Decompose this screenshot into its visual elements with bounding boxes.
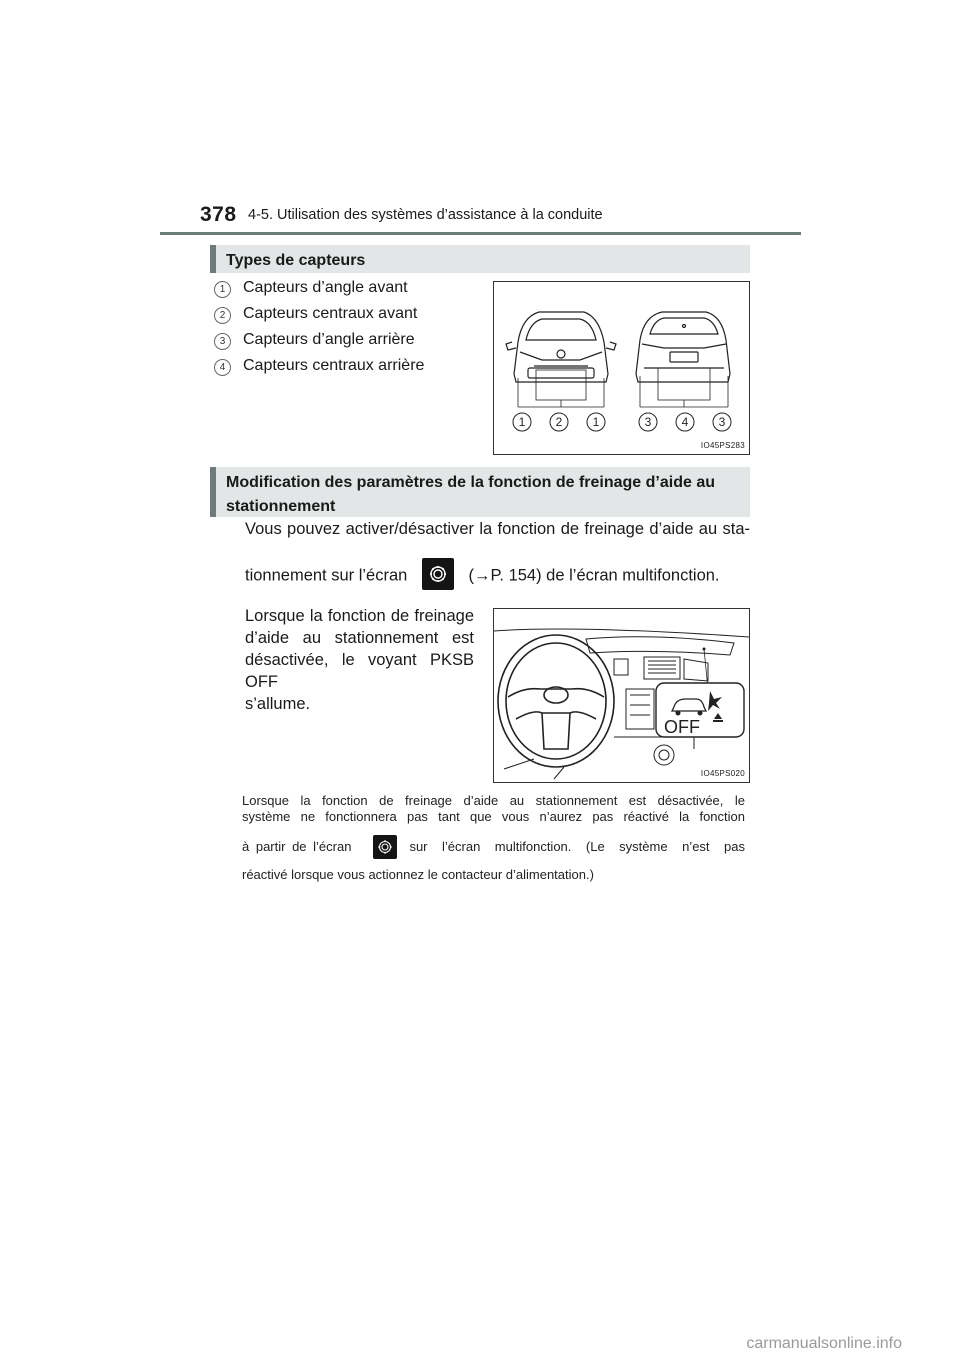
callout-label: 3: [718, 415, 726, 429]
list-item: [214, 305, 484, 331]
page-number: 378: [200, 203, 237, 226]
callout-label: 1: [518, 415, 526, 429]
list-item: [214, 279, 484, 305]
watermark: carmanualsonline.info: [746, 1335, 902, 1352]
indicator-text: OFF: [664, 717, 700, 737]
sensor-label: Capteurs d’angle avant: [243, 279, 408, 296]
figure-code: IO45PS020: [700, 769, 745, 778]
paragraph-text: tionnement sur l’écran: [245, 566, 408, 585]
figure-code: IO45PS283: [700, 441, 745, 450]
pksb-paragraph: [245, 605, 474, 715]
paragraph-line: d’aide au stationnement est: [245, 629, 474, 647]
section-heading-text: Types de capteurs: [226, 252, 366, 269]
paragraph-line: s’allume.: [245, 695, 311, 713]
section-heading-text: stationnement: [226, 498, 336, 515]
car-front-rear-illustration: [494, 282, 749, 454]
paragraph-text: (→P. 154) de l’écran multifonction.: [468, 566, 720, 585]
number-badge: 4: [214, 359, 231, 376]
car-front-view: [506, 312, 616, 382]
note-line: Lorsque la fonction de freinage d’aide au stationnement est désactivée, le: [242, 793, 745, 808]
note-text: sur l’écran multifonction. (Le système n’est pas: [409, 839, 745, 854]
callout-label: 3: [644, 415, 652, 429]
list-item: [214, 331, 484, 357]
paragraph-line-with-icon: [245, 560, 755, 592]
sensor-label: Capteurs d’angle arrière: [243, 331, 415, 348]
section-heading-settings: [210, 467, 750, 517]
pksb-off-indicator: [656, 683, 744, 737]
paragraph-line: désactivée, le voyant PKSB OFF: [245, 651, 474, 691]
section-heading-sensor-types: [210, 245, 750, 273]
number-badge: 1: [214, 281, 231, 298]
dashboard-illustration: [494, 609, 749, 782]
note-line-with-icon: [242, 835, 745, 859]
note-line: système ne fonctionnera pas tant que vous n’aurez pas réactivé la fonction: [242, 809, 745, 824]
list-item: [214, 357, 484, 383]
sensor-list: [214, 279, 484, 383]
gear-icon: [373, 835, 397, 859]
paragraph-line: Vous pouvez activer/désactiver la fonction de freinage d’aide au sta-: [245, 520, 750, 538]
callout-label: 1: [592, 415, 600, 429]
gear-icon: [422, 558, 454, 590]
note-line: réactivé lorsque vous actionnez le contacteur d’alimentation.): [242, 867, 594, 882]
number-badge: 2: [214, 307, 231, 324]
number-badge: 3: [214, 333, 231, 350]
callout-label: 2: [555, 415, 563, 429]
note-text: à partir de l’écran: [242, 839, 352, 854]
section-heading-text: Modification des paramètres de la fonction de freinage d’aide au: [226, 474, 715, 491]
callout-label: 4: [681, 415, 689, 429]
paragraph-line: Lorsque la fonction de freinage: [245, 607, 474, 625]
car-rear-view: [636, 312, 730, 382]
steering-wheel: [498, 635, 614, 767]
sensor-label: Capteurs centraux avant: [243, 305, 418, 322]
running-header: 4-5. Utilisation des systèmes d’assistance à la conduite: [248, 207, 603, 223]
header-rule: [160, 232, 801, 235]
dashboard-figure: [493, 608, 750, 783]
sensor-location-figure: [493, 281, 750, 455]
sensor-label: Capteurs centraux arrière: [243, 357, 425, 374]
